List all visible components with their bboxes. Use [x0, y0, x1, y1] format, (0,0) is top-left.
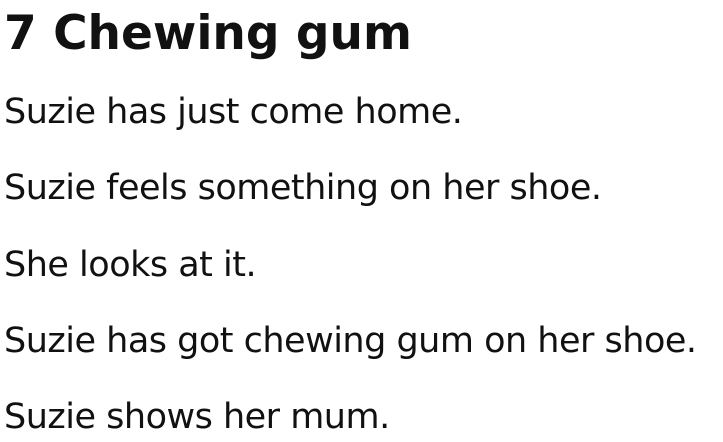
page-title: 7 Chewing gum [4, 6, 412, 61]
story-line-1: Suzie has just come home. [4, 92, 463, 132]
story-line-2: Suzie feels something on her shoe. [4, 168, 602, 208]
story-line-5: Suzie shows her mum. [4, 397, 390, 437]
story-line-3: She looks at it. [4, 245, 257, 285]
story-line-4: Suzie has got chewing gum on her shoe. [4, 321, 697, 361]
